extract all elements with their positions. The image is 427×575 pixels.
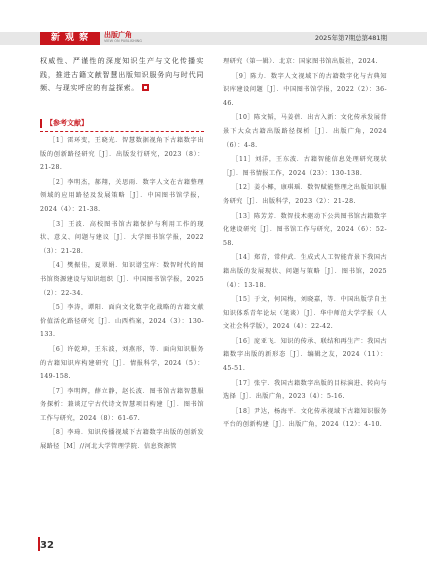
right-column [223, 55, 387, 433]
page-header [0, 0, 427, 46]
reference-item: ［3］王波．高校图书馆古籍保护与利用工作的现状、意义、问题与建议［J］．大学图书馆学报，2022（3）：21-28. [40, 220, 204, 255]
reference-item: ［8］李琦．知识传播视域下古籍数字出版的创新发展路径［M］//河北大学管理学院．信息资源管 [40, 429, 204, 451]
brand-name-en: VIEW ON PUBLISHING [104, 39, 142, 43]
reference-list-left [40, 134, 204, 454]
reference-item: ［2］李明杰，郝翔，关思雨．数字人文在古籍整理领域的应用路径及发展策略［J］．中国图书馆学报，2024（4）：21-38. [40, 178, 204, 213]
reference-item: ［18］尹达，杨海平．文化传承视域下古籍知识服务平台的创新构建［J］．出版广角，2024（12）：4-10. [223, 407, 387, 429]
references-divider [40, 131, 204, 132]
reference-item: ［15］于文，何国梅，刘晓嘉，等．中国出版学自主知识体系青年论坛（笔谈）［J］．华中师范大学学报（人文社会科学版），2024（4）：22-42. [223, 296, 387, 331]
article-end-icon [142, 84, 149, 91]
reference-item: ［13］陈芳芳．数智技术驱动下公共图书馆古籍数字化建设研究［J］．图书馆工作与研究，2024（6）：52-58. [223, 212, 387, 247]
reference-item: ［5］李涛，谭阳．面向文化数字化战略的古籍文献价值活化路径研究［J］．山西档案，2024（3）：130-133. [40, 304, 204, 339]
reference-item: ［6］许乾坤，王东波，刘燕形，等．面向知识服务的古籍知识库构建研究［J］．情报科学，2024（5）：149-158. [40, 345, 204, 381]
reference-item: ［17］张宁．我国古籍数字出版的目标演进、转向与选择［J］．出版广角，2023（4）：5-16. [223, 379, 387, 401]
references-section [40, 119, 204, 455]
reference-item: ［9］陈力．数字人文视域下的古籍数字化与古典知识库建设问题［J］．中国图书馆学报，2022（2）：36-46. [223, 72, 387, 107]
reference-item: ［11］刘洋，王东波．古籍智能信息处理研究现状［J］．图书情报工作，2024（23）：130-138. [223, 156, 387, 177]
section-label: 新 观 察 [40, 32, 100, 45]
body-paragraph [40, 55, 204, 96]
reference-item: ［4］樊振佳，夏翠娟．知识谱宝库：数智时代的图书馆资源建设与知识组织［J］．中国图书馆学报，2025（2）：22-34. [40, 262, 204, 297]
reference-item: ［7］李明辉，薛立静，赵长波．图书馆古籍智慧服务探析：兼谈辽宁古代诗文智慧项目构建［J］．图书馆工作与研究，2024（8）：61-67. [40, 387, 204, 422]
reference-item: ［14］郑青，常仲武．生成式人工智能背景下我国古籍出版的发展现状、问题与策略［J］．图书馆，2025（4）：13-18. [223, 254, 387, 289]
journal-brand [104, 31, 142, 44]
references-title: 【参考文献】 [46, 119, 88, 127]
reference-item: ［16］庞亚飞．知识的传承、联结和再生产：我国古籍数字出版的新形态［J］．编辑之友，2024（11）：45-51. [223, 337, 387, 373]
page-number: 32 [40, 540, 54, 551]
issue-info: 2025年第7期总第481期 [314, 34, 387, 42]
brand-name-cn: 出版广角 [104, 31, 132, 39]
left-column [40, 55, 204, 96]
reference-item: ［12］姜小椰，康琪瑶．数智赋能整理之出版知识服务研究［J］．出版科学，2023（2）：21-28. [223, 184, 387, 205]
reference-list-right [223, 55, 387, 432]
reference-item: ［10］陈文韬，马姜蓓．出古入新：文化传承发展背景下大众古籍出版路径探析［J］．出版广角，2024（6）：4-8. [223, 114, 387, 149]
body-text: 权威性、严谨性的深度知识生产与文化传播实践，推进古籍文献智慧出版知识服务向与时代同频、与现实呼应的有益探索。 [40, 57, 204, 93]
references-title-bar [40, 119, 42, 128]
reference-item: ［1］雷环变，王晓光．智慧数据视角下古籍数字出版的创新路径研究［J］．出版发行研究，2023（8）：21-28. [40, 137, 204, 172]
reference-item-continued: 理研究（第一辑）．北京：国家图书馆出版社，2024. [223, 58, 378, 65]
